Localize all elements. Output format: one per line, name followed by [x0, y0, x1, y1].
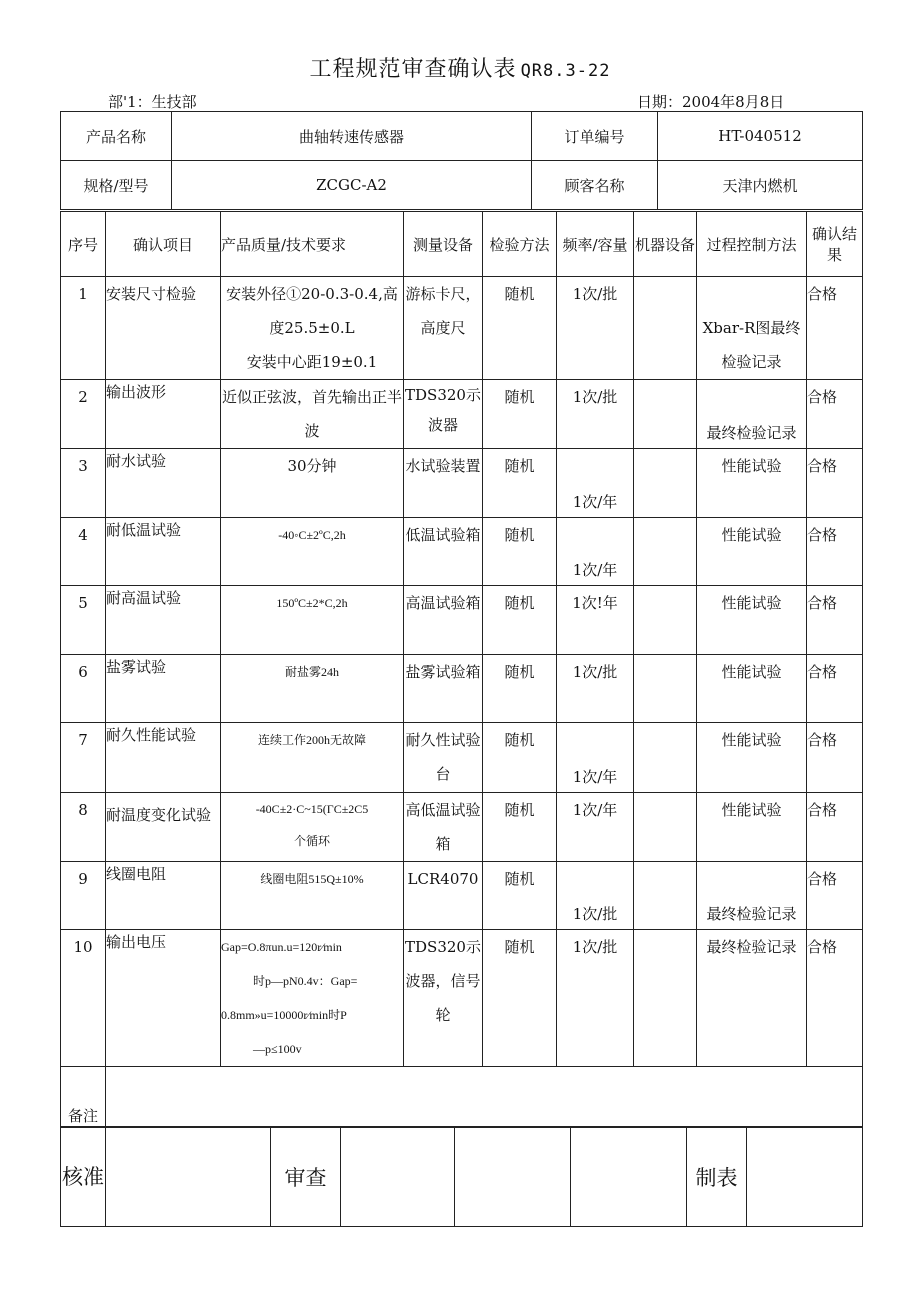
row-method: 随机 [483, 930, 557, 1067]
row-method: 随机 [483, 586, 557, 655]
row-freq: 1次/年 [557, 793, 634, 862]
row-seq: 3 [61, 449, 106, 518]
row-equip: 水试验装置 [404, 449, 483, 518]
row-item: 耐温度变化试验 [106, 793, 221, 862]
review-signature-2 [455, 1128, 571, 1227]
approve-signature [106, 1128, 271, 1227]
review-signature-1 [341, 1128, 455, 1227]
row-freq: 1次/批 [557, 380, 634, 449]
row-item: 耐水试验 [106, 449, 221, 518]
row-req [221, 930, 404, 1067]
row-result: 合格 [807, 723, 863, 793]
row-item: 输出波形 [106, 380, 221, 449]
row-req-line: 个循环 [293, 834, 330, 848]
row-machine [634, 930, 697, 1067]
row-req: 连续工作200h无故障 [221, 723, 404, 793]
table-row [61, 930, 863, 1067]
row-req: 150ºC±2*C,2h [221, 586, 404, 655]
spec-label: 规格/型号 [61, 161, 172, 210]
row-method: 随机 [483, 449, 557, 518]
row-req: -40◦C±2ºC,2h [221, 518, 404, 586]
row-req-line: —p≤100v [253, 1042, 302, 1056]
row-result: 合格 [807, 930, 863, 1067]
row-req [221, 277, 404, 380]
row-seq: 8 [61, 793, 106, 862]
row-process: 性能试验 [697, 518, 807, 586]
row-machine [634, 518, 697, 586]
table-row [61, 723, 863, 793]
row-item: 盐雾试验 [106, 655, 221, 723]
row-equip: 耐久性试验台 [404, 723, 483, 793]
row-freq: 1次/年 [557, 449, 634, 518]
row-item: 耐低温试验 [106, 518, 221, 586]
row-freq: 1次/年 [557, 518, 634, 586]
row-req: 线圈电阻515Q±10% [221, 862, 404, 930]
col-req: 产品质量/技术要求 [221, 212, 404, 277]
table-row [61, 655, 863, 723]
col-method: 检验方法 [483, 212, 557, 277]
row-result: 合格 [807, 277, 863, 380]
row-method: 随机 [483, 277, 557, 380]
row-equip: 游标卡尺，高度尺 [404, 277, 483, 380]
row-result: 合格 [807, 518, 863, 586]
form-code: QR8.3-22 [520, 61, 611, 81]
department: 部'1：生技部 [108, 93, 197, 111]
row-process: 性能试验 [697, 449, 807, 518]
row-freq: 1次/批 [557, 862, 634, 930]
row-result: 合格 [807, 586, 863, 655]
row-item: 线圈电阻 [106, 862, 221, 930]
customer: 天津内燃机 [658, 161, 863, 210]
row-req-line: 时p—pN0.4v：Gap= [253, 974, 358, 988]
row-method: 随机 [483, 655, 557, 723]
remarks-label: 备注 [61, 1067, 106, 1127]
row-seq: 5 [61, 586, 106, 655]
table-row [61, 862, 863, 930]
col-seq: 序号 [61, 212, 106, 277]
table-row [61, 277, 863, 380]
order-no-label: 订单编号 [532, 112, 658, 161]
column-header-row [61, 212, 863, 277]
page-title [0, 52, 920, 83]
table-row [61, 586, 863, 655]
inspection-table [60, 211, 863, 1127]
signature-table [60, 1127, 863, 1227]
row-machine [634, 862, 697, 930]
row-result: 合格 [807, 449, 863, 518]
row-item: 输出电压 [106, 930, 221, 1067]
row-equip: 高温试验箱 [404, 586, 483, 655]
product-name: 曲轴转速传感器 [172, 112, 532, 161]
row-process: 性能试验 [697, 655, 807, 723]
row-method: 随机 [483, 518, 557, 586]
row-machine [634, 655, 697, 723]
row-result: 合格 [807, 655, 863, 723]
row-freq: 1次/批 [557, 655, 634, 723]
row-freq: 1次/年 [557, 723, 634, 793]
row-method: 随机 [483, 380, 557, 449]
row-req: 近似正弦波，首先输出正半波 [221, 380, 404, 449]
row-result: 合格 [807, 380, 863, 449]
row-seq: 9 [61, 862, 106, 930]
row-process: Xbar-R图最终检验记录 [697, 277, 807, 380]
row-process: 性能试验 [697, 793, 807, 862]
col-result: 确认结果 [807, 212, 863, 277]
row-machine [634, 449, 697, 518]
spec: ZCGC-A2 [172, 161, 532, 210]
row-method: 随机 [483, 723, 557, 793]
row-method: 随机 [483, 862, 557, 930]
row-item: 耐高温试验 [106, 586, 221, 655]
row-req-line: -40C±2·C~15(ΓC±2C5 [255, 802, 369, 816]
col-freq: 频率/容量 [557, 212, 634, 277]
col-machine: 机器设备 [634, 212, 697, 277]
row-equip: 盐雾试验箱 [404, 655, 483, 723]
row-seq: 1 [61, 277, 106, 380]
row-freq: 1次/批 [557, 930, 634, 1067]
row-seq: 2 [61, 380, 106, 449]
row-machine [634, 723, 697, 793]
row-req-line: 安装外径①20-0.3-0.4,高度25.5±0.L [226, 285, 398, 337]
col-process: 过程控制方法 [697, 212, 807, 277]
row-seq: 10 [61, 930, 106, 1067]
title-text: 工程规范审查确认表 [309, 57, 517, 82]
row-machine [634, 277, 697, 380]
row-req-line: 0.8mm»u=10000r⁄min时P [221, 1008, 347, 1022]
row-process: 性能试验 [697, 723, 807, 793]
row-machine [634, 793, 697, 862]
order-no: HT-040512 [658, 112, 863, 161]
table-row [61, 518, 863, 586]
row-freq: 1次/批 [557, 277, 634, 380]
row-freq: 1次!年 [557, 586, 634, 655]
row-equip: LCR4070 [404, 862, 483, 930]
header-table [60, 111, 863, 210]
remarks-field [106, 1067, 863, 1127]
row-equip: 低温试验箱 [404, 518, 483, 586]
row-method: 随机 [483, 793, 557, 862]
review-label: 审查 [271, 1128, 341, 1227]
review-signature-3 [571, 1128, 687, 1227]
col-equip: 测量设备 [404, 212, 483, 277]
row-equip: TDS320示波器 [404, 380, 483, 449]
row-process: 最终检验记录 [697, 862, 807, 930]
row-process: 性能试验 [697, 586, 807, 655]
row-machine [634, 380, 697, 449]
row-seq: 7 [61, 723, 106, 793]
row-equip: 高低温试验箱 [404, 793, 483, 862]
date: 日期：2004年8月8日 [637, 93, 785, 111]
row-req-line: Gap=O.8πun.u=120r⁄min [221, 940, 342, 954]
prepare-signature [747, 1128, 863, 1227]
row-process: 最终检验记录 [697, 380, 807, 449]
row-req: 30分钟 [221, 449, 404, 518]
remarks-row [61, 1067, 863, 1127]
table-row [61, 793, 863, 862]
row-result: 合格 [807, 793, 863, 862]
row-seq: 6 [61, 655, 106, 723]
row-equip: TDS320示波器，信号轮 [404, 930, 483, 1067]
table-row [61, 449, 863, 518]
row-item: 安装尺寸检验 [106, 277, 221, 380]
row-req [221, 793, 404, 862]
row-req: 耐盐雾24h [221, 655, 404, 723]
product-name-label: 产品名称 [61, 112, 172, 161]
customer-label: 顾客名称 [532, 161, 658, 210]
row-result: 合格 [807, 862, 863, 930]
col-item: 确认项目 [106, 212, 221, 277]
row-seq: 4 [61, 518, 106, 586]
prepare-label: 制表 [687, 1128, 747, 1227]
row-process: 最终检验记录 [697, 930, 807, 1067]
table-row [61, 380, 863, 449]
approve-label: 核准 [61, 1128, 106, 1227]
row-item: 耐久性能试验 [106, 723, 221, 793]
row-machine [634, 586, 697, 655]
row-req-line: 安装中心距19±0.1 [246, 353, 378, 371]
